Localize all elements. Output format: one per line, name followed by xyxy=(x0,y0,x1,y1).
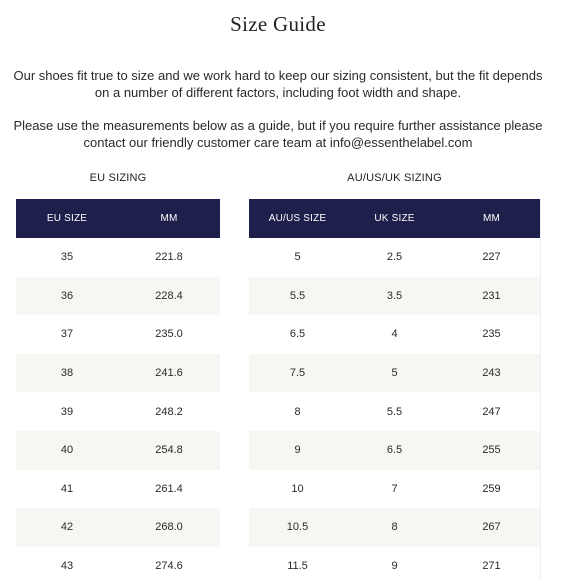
eu-mm-cell: 268.0 xyxy=(118,508,220,547)
uk-size-cell: 7 xyxy=(346,470,443,509)
table-row xyxy=(16,431,220,470)
au-us-size-cell: 10.5 xyxy=(249,508,346,547)
eu-mm-cell: 248.2 xyxy=(118,392,220,431)
eu-size-cell: 40 xyxy=(16,431,118,470)
intro-paragraph-contact: Please use the measurements below as a guide, but if you require further assistance please contact our friendly customer care team at info@essenthelabel.com xyxy=(13,118,543,150)
eu-size-cell: 39 xyxy=(16,392,118,431)
eu-size-cell: 36 xyxy=(16,277,118,316)
eu-mm-column-header: MM xyxy=(118,199,220,238)
au-us-size-cell: 7.5 xyxy=(249,354,346,393)
eu-mm-cell: 241.6 xyxy=(118,354,220,393)
page-title: Size Guide xyxy=(230,12,326,36)
eu-mm-cell: 221.8 xyxy=(118,238,220,277)
au-mm-cell: 227 xyxy=(443,238,540,277)
eu-mm-cell: 254.8 xyxy=(118,431,220,470)
au-table-header-row xyxy=(249,199,540,238)
eu-size-column-header: EU SIZE xyxy=(16,199,118,238)
au-mm-cell: 259 xyxy=(443,470,540,509)
au-us-size-cell: 10 xyxy=(249,470,346,509)
au-mm-cell: 231 xyxy=(443,277,540,316)
au-us-size-cell: 8 xyxy=(249,392,346,431)
eu-sizing-label: EU SIZING xyxy=(89,172,147,184)
au-us-size-cell: 9 xyxy=(249,431,346,470)
uk-size-cell: 4 xyxy=(346,315,443,354)
uk-size-column-header: UK SIZE xyxy=(346,199,443,238)
uk-size-cell: 5 xyxy=(346,354,443,393)
uk-size-cell: 9 xyxy=(346,547,443,580)
au-mm-cell: 267 xyxy=(443,508,540,547)
table-row xyxy=(16,354,220,393)
table-row xyxy=(249,431,540,470)
table-row xyxy=(249,315,540,354)
au-mm-column-header: MM xyxy=(443,199,540,238)
au-us-size-column-header: AU/US SIZE xyxy=(249,199,346,238)
au-us-uk-sizing-table xyxy=(249,199,540,580)
table-right-divider xyxy=(540,199,541,580)
table-row xyxy=(16,470,220,509)
eu-mm-cell: 228.4 xyxy=(118,277,220,316)
uk-size-cell: 2.5 xyxy=(346,238,443,277)
au-mm-cell: 255 xyxy=(443,431,540,470)
au-mm-cell: 247 xyxy=(443,392,540,431)
eu-sizing-table xyxy=(16,199,220,580)
au-us-size-cell: 5.5 xyxy=(249,277,346,316)
au-us-size-cell: 11.5 xyxy=(249,547,346,580)
eu-size-cell: 35 xyxy=(16,238,118,277)
table-row xyxy=(16,238,220,277)
uk-size-cell: 3.5 xyxy=(346,277,443,316)
table-row xyxy=(16,547,220,580)
eu-size-cell: 42 xyxy=(16,508,118,547)
au-mm-cell: 235 xyxy=(443,315,540,354)
table-row xyxy=(249,392,540,431)
eu-mm-cell: 274.6 xyxy=(118,547,220,580)
eu-size-cell: 43 xyxy=(16,547,118,580)
eu-mm-cell: 261.4 xyxy=(118,470,220,509)
table-row xyxy=(249,238,540,277)
eu-size-cell: 37 xyxy=(16,315,118,354)
uk-size-cell: 8 xyxy=(346,508,443,547)
table-row xyxy=(249,277,540,316)
au-us-size-cell: 6.5 xyxy=(249,315,346,354)
au-us-size-cell: 5 xyxy=(249,238,346,277)
au-mm-cell: 243 xyxy=(443,354,540,393)
table-row xyxy=(16,315,220,354)
table-row xyxy=(249,508,540,547)
uk-size-cell: 5.5 xyxy=(346,392,443,431)
uk-size-cell: 6.5 xyxy=(346,431,443,470)
table-row xyxy=(249,354,540,393)
eu-size-cell: 41 xyxy=(16,470,118,509)
eu-mm-cell: 235.0 xyxy=(118,315,220,354)
au-mm-cell: 271 xyxy=(443,547,540,580)
intro-paragraph-fit: Our shoes fit true to size and we work hard to keep our sizing consistent, but the fit depends on a number of different factors, including foot width and shape. xyxy=(13,68,543,100)
table-row xyxy=(16,277,220,316)
eu-table-header-row xyxy=(16,199,220,238)
table-row xyxy=(249,547,540,580)
table-row xyxy=(249,470,540,509)
eu-size-cell: 38 xyxy=(16,354,118,393)
table-row xyxy=(16,392,220,431)
au-us-uk-sizing-label: AU/US/UK SIZING xyxy=(347,172,442,184)
table-row xyxy=(16,508,220,547)
